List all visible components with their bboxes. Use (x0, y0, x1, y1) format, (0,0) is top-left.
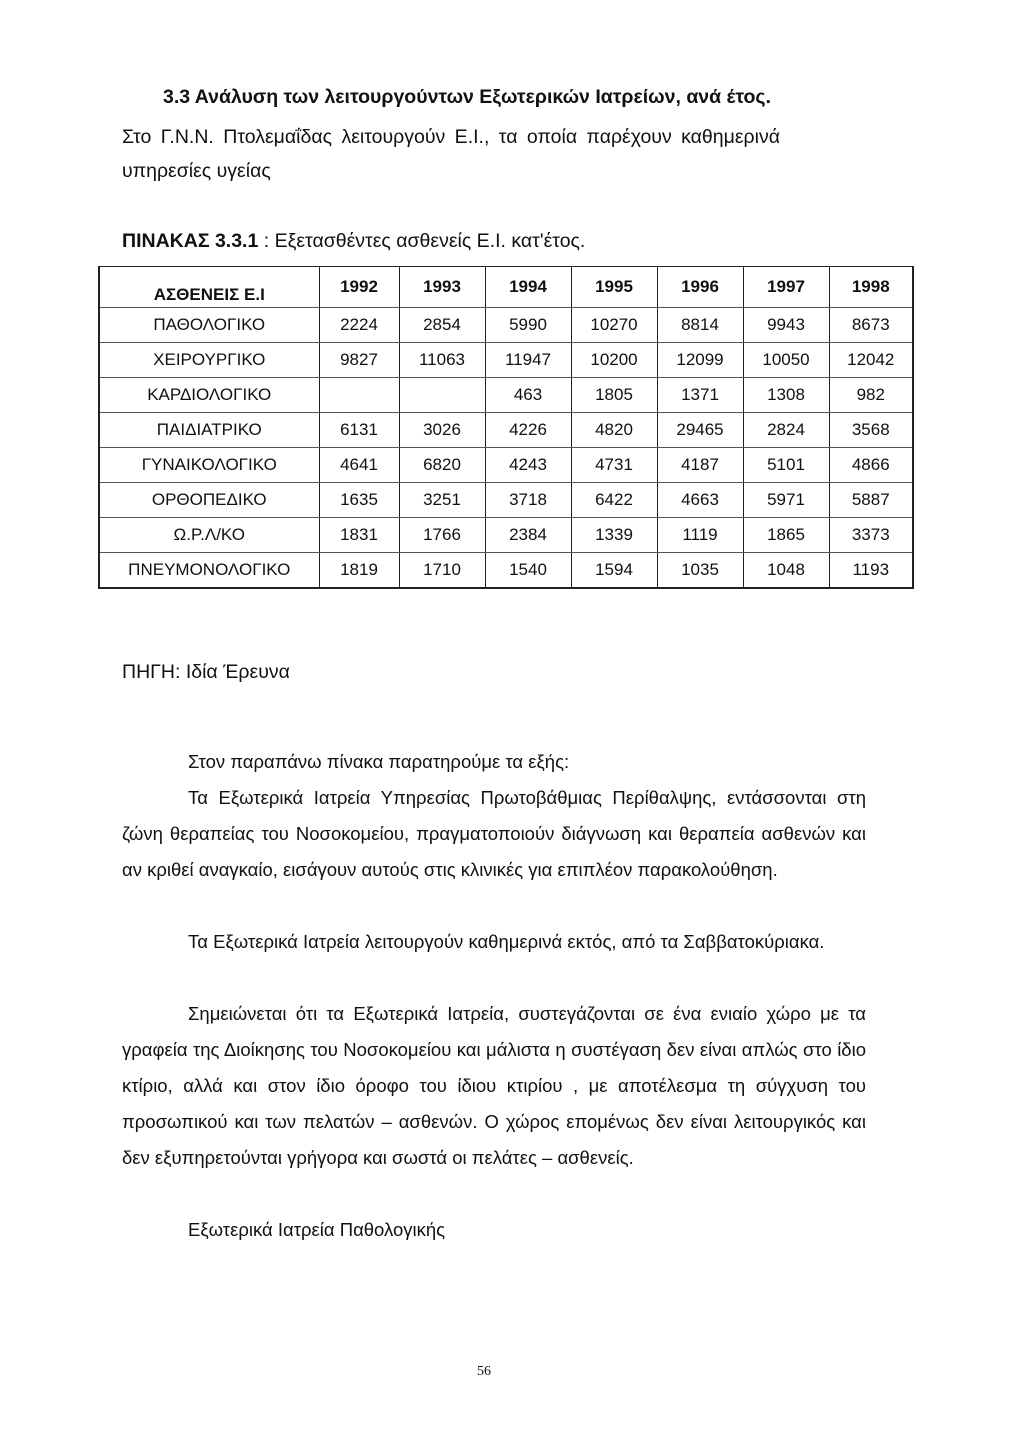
table-cell: 1831 (319, 518, 399, 553)
table-cell: 2824 (743, 413, 829, 448)
table-cell: 3251 (399, 483, 485, 518)
table-cell: 1540 (485, 553, 571, 589)
table-row (99, 518, 913, 553)
table-cell: 1308 (743, 378, 829, 413)
table-cell: 6820 (399, 448, 485, 483)
table-cell: 4187 (657, 448, 743, 483)
year-header-0: 1992 (319, 267, 399, 308)
paragraph-1: Στον παραπάνω πίνακα παρατηρούμε τα εξής: (188, 751, 570, 772)
table-caption (122, 230, 585, 253)
patients-table (98, 266, 914, 589)
table-cell: 8673 (829, 308, 913, 343)
table-cell: 4866 (829, 448, 913, 483)
table-cell: 1805 (571, 378, 657, 413)
table-row (99, 483, 913, 518)
paragraph-5: Εξωτερικά Ιατρεία Παθολογικής (188, 1219, 446, 1240)
table-cell: 1635 (319, 483, 399, 518)
table-cell: 1819 (319, 553, 399, 589)
table-cell: 1594 (571, 553, 657, 589)
row-label: ΧΕΙΡΟΥΡΓΙΚΟ (99, 343, 319, 378)
table-cell: 3026 (399, 413, 485, 448)
table-cell: 4820 (571, 413, 657, 448)
table-cell: 12042 (829, 343, 913, 378)
paragraph-4: Σημειώνεται ότι τα Εξωτερικά Ιατρεία, συστεγάζονται σε ένα ενιαίο χώρο με τα γραφεία της Διοίκησης του Νοσοκομείου και μάλιστα η συστέγαση δεν είναι απλώς στο ίδιο κτίριο, αλλά και στον ίδιο όροφο του ίδιου κτιρίου , με αποτέλεσμα τη σύγχυση του προσωπικού και των πελατών – ασθενών. Ο χώρος επομένως δεν είναι λειτουργικός και δεν εξυπηρετούνται γρήγορα και σωστά οι πελάτες – ασθενείς. (122, 1003, 866, 1168)
table-cell: 4243 (485, 448, 571, 483)
table-cell: 12099 (657, 343, 743, 378)
paragraph-3: Τα Εξωτερικά Ιατρεία λειτουργούν καθημερινά εκτός, από τα Σαββατοκύριακα. (188, 931, 825, 952)
intro-line-2: υπηρεσίες υγείας (122, 160, 271, 182)
table-cell: 3568 (829, 413, 913, 448)
table-cell: 3373 (829, 518, 913, 553)
source-note: ΠΗΓΗ: Ιδία Έρευνα (122, 661, 290, 683)
table-cell: 4641 (319, 448, 399, 483)
table-cell: 1766 (399, 518, 485, 553)
table-cell: 1339 (571, 518, 657, 553)
table-cell: 5990 (485, 308, 571, 343)
table-cell: 6422 (571, 483, 657, 518)
year-header-2: 1994 (485, 267, 571, 308)
table-cell: 1048 (743, 553, 829, 589)
year-header-6: 1998 (829, 267, 913, 308)
table-cell: 3718 (485, 483, 571, 518)
table-cell: 11063 (399, 343, 485, 378)
table-row (99, 343, 913, 378)
table-cell: 1035 (657, 553, 743, 589)
table-cell: 5887 (829, 483, 913, 518)
table-cell: 1865 (743, 518, 829, 553)
table-cell: 8814 (657, 308, 743, 343)
table-cell: 2224 (319, 308, 399, 343)
table-cell: 9943 (743, 308, 829, 343)
table-cell: 5971 (743, 483, 829, 518)
row-label: ΓΥΝΑΙΚΟΛΟΓΙΚΟ (99, 448, 319, 483)
table-cell: 2384 (485, 518, 571, 553)
table-cell: 2854 (399, 308, 485, 343)
table-cell: 10270 (571, 308, 657, 343)
table-row (99, 308, 913, 343)
table-row (99, 553, 913, 589)
table-cell (319, 378, 399, 413)
table-cell: 11947 (485, 343, 571, 378)
table-cell: 1371 (657, 378, 743, 413)
table-cell (399, 378, 485, 413)
year-header-1: 1993 (399, 267, 485, 308)
table-row (99, 378, 913, 413)
year-header-5: 1997 (743, 267, 829, 308)
table-cell: 9827 (319, 343, 399, 378)
paragraph-2: Τα Εξωτερικά Ιατρεία Υπηρεσίας Πρωτοβάθμιας Περίθαλψης, εντάσσονται στη ζώνη θεραπείας του Νοσοκομείου, πραγματοποιούν διάγνωση και θεραπεία ασθενών και αν κριθεί αναγκαίο, εισάγουν αυτούς στις κλινικές για επιπλέον παρακολούθηση. (122, 787, 866, 880)
table-cell: 10200 (571, 343, 657, 378)
table-cell: 4731 (571, 448, 657, 483)
row-label: ΠΑΙΔΙΑΤΡΙΚΟ (99, 413, 319, 448)
table-cell: 463 (485, 378, 571, 413)
table-cell: 4663 (657, 483, 743, 518)
table-row (99, 448, 913, 483)
table-cell: 982 (829, 378, 913, 413)
row-label: ΟΡΘΟΠΕΔΙΚΟ (99, 483, 319, 518)
table-cell: 29465 (657, 413, 743, 448)
table-cell: 1119 (657, 518, 743, 553)
row-label: ΠΑΘΟΛΟΓΙΚΟ (99, 308, 319, 343)
table-cell: 1193 (829, 553, 913, 589)
table-caption-label: ΠΙΝΑΚΑΣ 3.3.1 (122, 230, 259, 252)
row-label: ΠΝΕΥΜΟΝΟΛΟΓΙΚΟ (99, 553, 319, 589)
year-header-4: 1996 (657, 267, 743, 308)
year-header-3: 1995 (571, 267, 657, 308)
row-header-cell: ΑΣΘΕΝΕΙΣ Ε.Ι (99, 267, 319, 308)
intro-line-1: Στο Γ.Ν.Ν. Πτολεμαΐδας λειτουργούν Ε.Ι., τα οποία παρέχουν καθημερινά (122, 126, 780, 148)
table-cell: 6131 (319, 413, 399, 448)
table-caption-text: : Εξετασθέντες ασθενείς Ε.Ι. κατ'έτος. (258, 230, 586, 252)
section-title: 3.3 Ανάλυση των λειτουργούντων Εξωτερικών Ιατρείων, ανά έτος. (163, 86, 771, 108)
table-cell: 5101 (743, 448, 829, 483)
row-label: Ω.Ρ.Λ/ΚΟ (99, 518, 319, 553)
row-label: ΚΑΡΔΙΟΛΟΓΙΚΟ (99, 378, 319, 413)
table-header-row (99, 267, 913, 308)
page-number: 56 (477, 1364, 491, 1379)
table-cell: 4226 (485, 413, 571, 448)
table-cell: 10050 (743, 343, 829, 378)
table-row (99, 413, 913, 448)
table-cell: 1710 (399, 553, 485, 589)
